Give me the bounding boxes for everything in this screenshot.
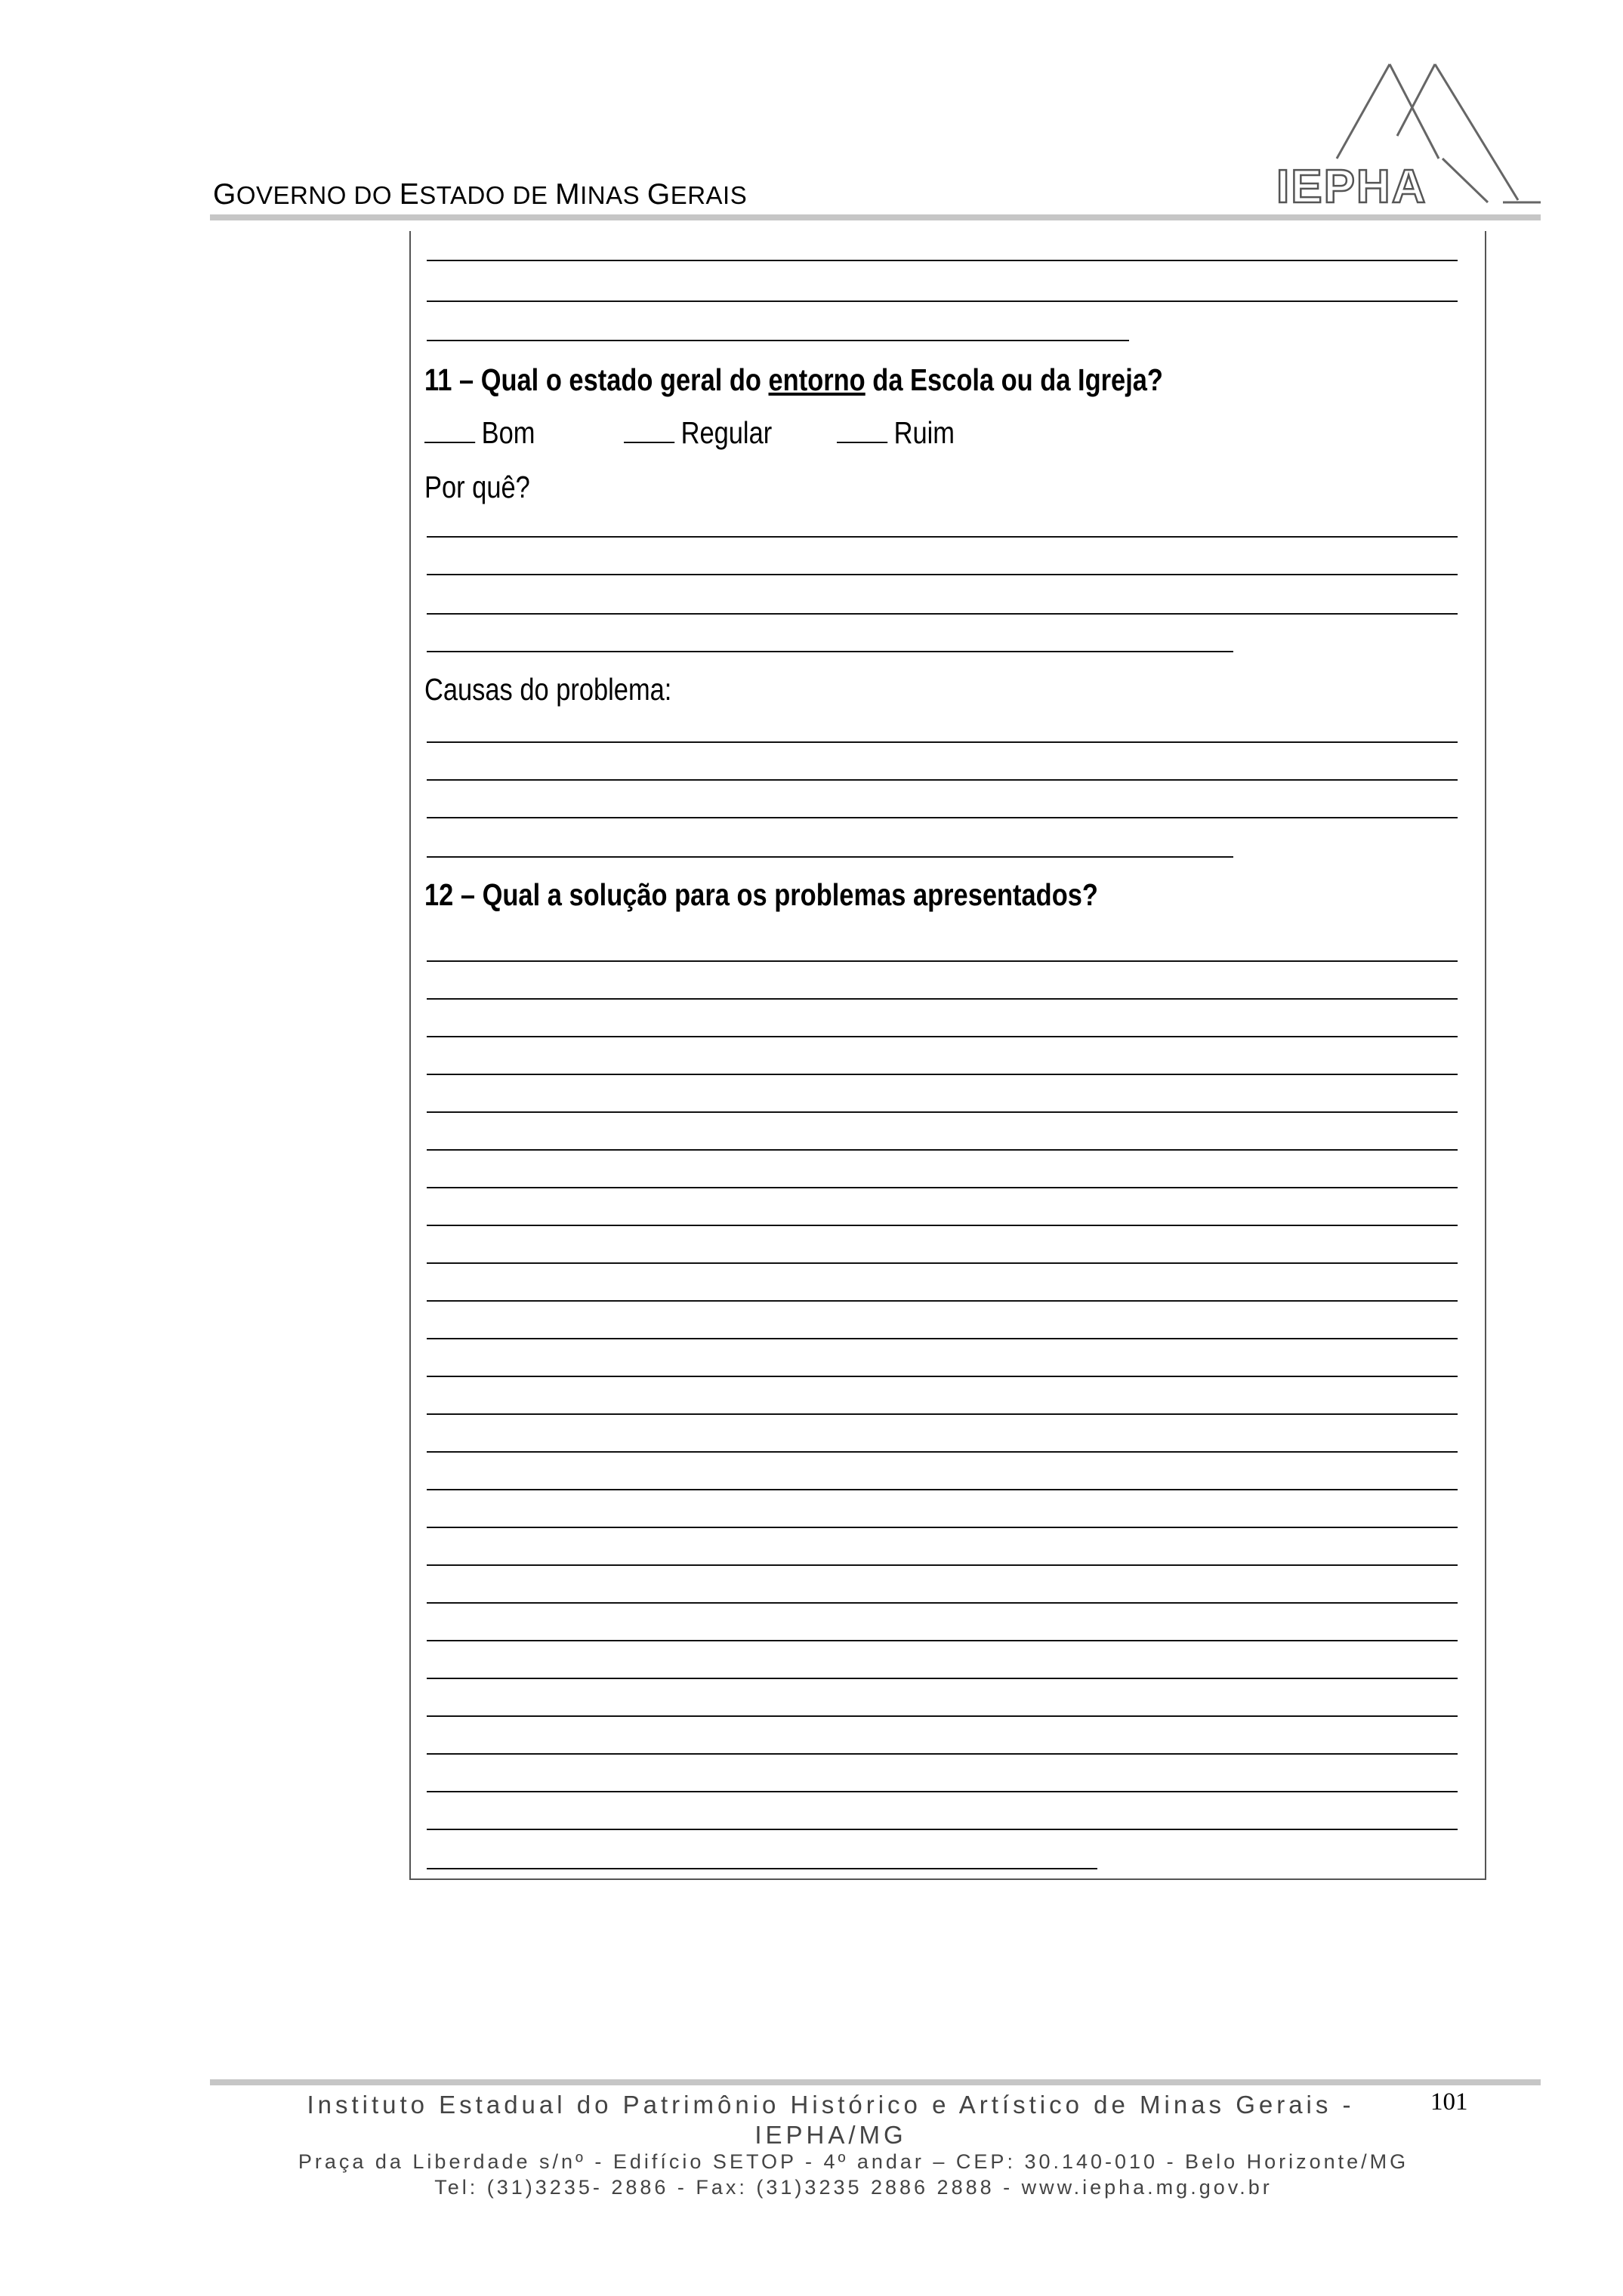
answer-line: [427, 260, 1458, 261]
header-initial: G: [646, 178, 671, 211]
why-label: Por quê?: [424, 470, 530, 504]
checkbox-blank[interactable]: [837, 418, 887, 443]
iepha-logo: [1276, 60, 1541, 211]
answer-line[interactable]: [427, 1527, 1458, 1528]
question-text: da Escola ou da Igreja?: [865, 362, 1163, 397]
page-number: 101: [1430, 2088, 1468, 2116]
question-underlined-text: entorno: [768, 362, 865, 397]
answer-line[interactable]: [427, 1451, 1458, 1453]
option-label: Regular: [680, 415, 773, 450]
question-11: [424, 362, 1163, 398]
answer-line[interactable]: [427, 1489, 1458, 1490]
header-initial: G: [213, 178, 236, 211]
option-label: Ruim: [893, 415, 955, 450]
answer-line[interactable]: [427, 1187, 1458, 1188]
option-regular[interactable]: [624, 415, 772, 451]
checkbox-blank[interactable]: [624, 418, 674, 443]
answer-line[interactable]: [427, 1564, 1458, 1566]
footer-contact: Tel: (31)3235- 2886 - Fax: (31)3235 2886 2888 - www.iepha.mg.gov.br: [434, 2176, 1273, 2199]
answer-line[interactable]: [427, 856, 1233, 858]
answer-line[interactable]: [427, 1074, 1458, 1075]
header-initial: M: [555, 178, 581, 211]
answer-line[interactable]: [427, 651, 1233, 652]
header-rule: [210, 214, 1541, 220]
answer-line[interactable]: [427, 779, 1458, 781]
answer-line[interactable]: [427, 998, 1458, 1000]
question-12: 12 – Qual a solução para os problemas apresentados?: [424, 877, 1098, 912]
answer-line: [427, 340, 1129, 341]
header-text: STADO DE: [419, 181, 556, 209]
answer-line: [427, 300, 1458, 302]
footer-address: Praça da Liberdade s/nº - Edifício SETOP - 4º andar – CEP: 30.140-010 - Belo Horizonte/MG: [298, 2150, 1409, 2173]
answer-line[interactable]: [427, 960, 1458, 962]
answer-line[interactable]: [427, 1715, 1458, 1717]
answer-line[interactable]: [427, 1149, 1458, 1151]
header-text: INAS: [580, 181, 647, 209]
answer-line[interactable]: [427, 1791, 1458, 1792]
answer-line[interactable]: [427, 1829, 1458, 1830]
answer-line[interactable]: [427, 1868, 1097, 1869]
answer-line[interactable]: [427, 1300, 1458, 1302]
footer-rule: [210, 2079, 1541, 2085]
answer-line[interactable]: [427, 1413, 1458, 1415]
answer-line[interactable]: [427, 817, 1458, 818]
checkbox-blank[interactable]: [424, 418, 475, 443]
option-ruim[interactable]: [837, 415, 955, 451]
question-text: 11 – Qual o estado geral do: [424, 362, 769, 397]
answer-line[interactable]: [427, 1262, 1458, 1264]
answer-line[interactable]: [427, 536, 1458, 538]
answer-line[interactable]: [427, 1111, 1458, 1113]
answer-line[interactable]: [427, 1376, 1458, 1377]
option-bom[interactable]: [424, 415, 535, 451]
logo-text: IEPHA: [1276, 161, 1427, 211]
footer-institute: Instituto Estadual do Patrimônio Histórico e Artístico de Minas Gerais - IEPHA/MG: [307, 2091, 1355, 2149]
answer-line[interactable]: [427, 574, 1458, 575]
header-text: OVERNO DO: [236, 181, 400, 209]
header-title: [213, 178, 747, 211]
option-label: Bom: [481, 415, 535, 450]
answer-line[interactable]: [427, 1225, 1458, 1226]
answer-line[interactable]: [427, 1036, 1458, 1037]
answer-line[interactable]: [427, 1640, 1458, 1641]
answer-line[interactable]: [427, 1338, 1458, 1339]
form-frame: [409, 231, 1486, 1880]
answer-line[interactable]: [427, 1753, 1458, 1755]
causes-label: Causas do problema:: [424, 672, 672, 707]
answer-line[interactable]: [427, 613, 1458, 615]
header-initial: E: [399, 178, 420, 211]
header-text: ERAIS: [670, 181, 748, 209]
answer-line[interactable]: [427, 741, 1458, 743]
answer-line[interactable]: [427, 1602, 1458, 1604]
answer-line[interactable]: [427, 1678, 1458, 1679]
